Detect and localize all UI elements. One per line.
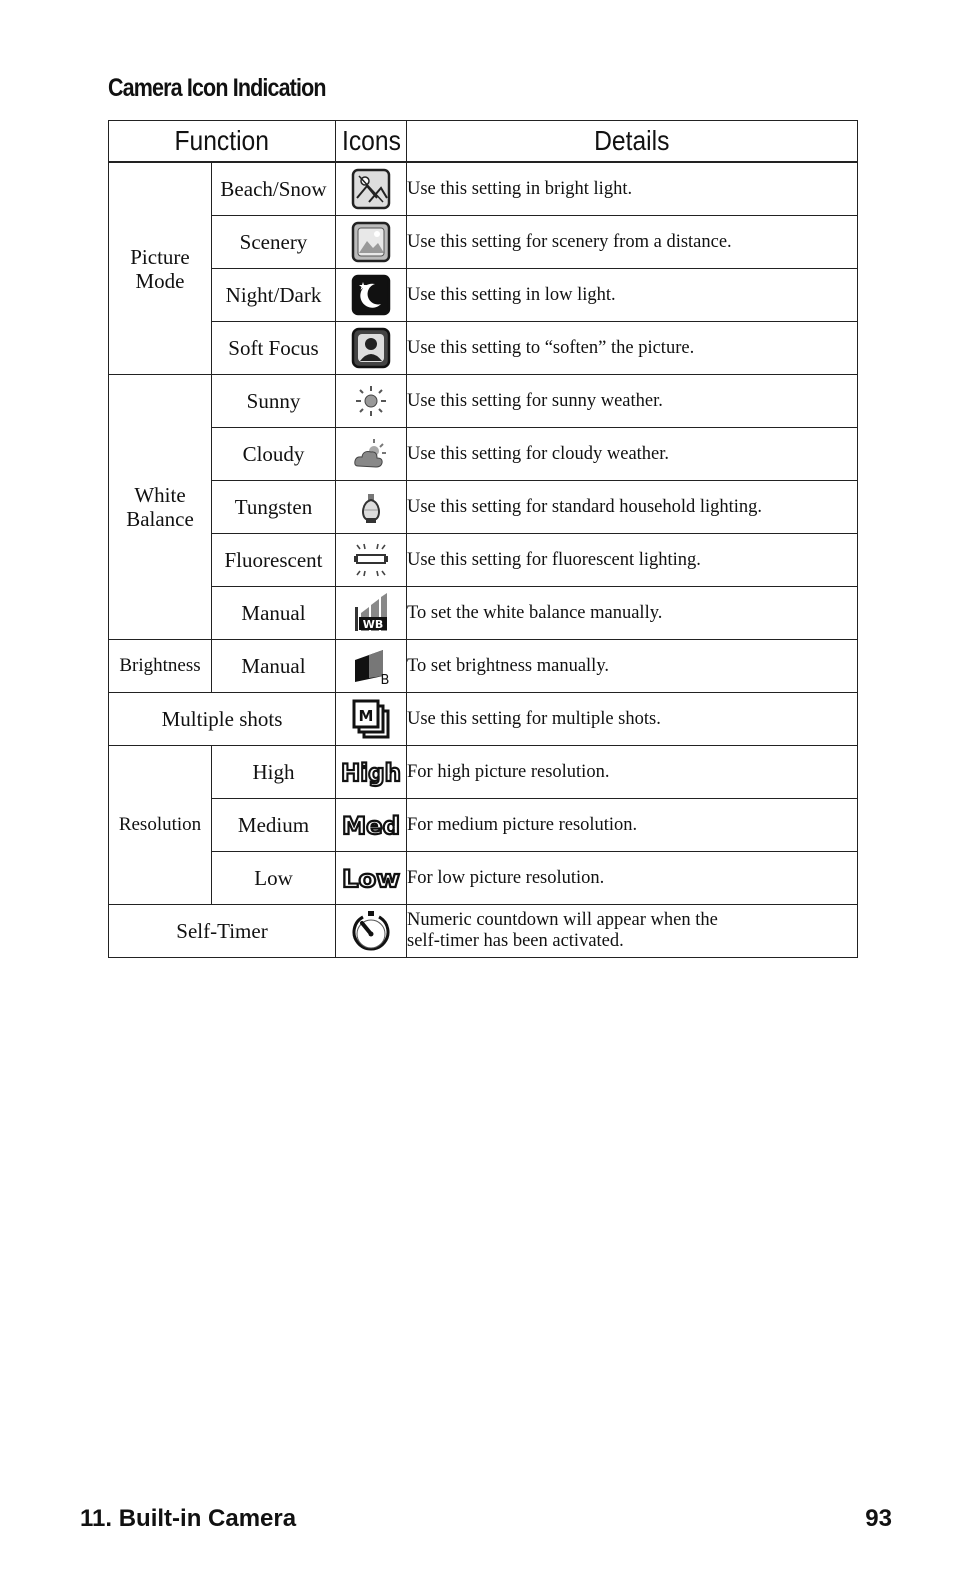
table-row xyxy=(109,428,858,481)
brightness-manual-icon xyxy=(351,646,391,686)
header-function: Function xyxy=(109,121,336,163)
table-header-row xyxy=(109,121,858,163)
details-cell: Use this setting for scenery from a distance. xyxy=(407,216,858,269)
group-multiple-shots: Multiple shots xyxy=(109,693,336,746)
sun-icon xyxy=(353,383,389,419)
table-row xyxy=(109,693,858,746)
function-cell: Medium xyxy=(212,799,336,852)
group-self-timer: Self-Timer xyxy=(109,905,336,958)
cloud-icon xyxy=(352,436,390,472)
table-row xyxy=(109,852,858,905)
details-cell: Use this setting to “soften” the picture. xyxy=(407,322,858,375)
fluorescent-icon xyxy=(351,541,391,579)
white-balance-manual-icon xyxy=(351,593,391,633)
page-title: Camera Icon Indication xyxy=(108,74,326,102)
footer-chapter: 11. Built-in Camera xyxy=(80,1505,297,1532)
svg-text:WB: WB xyxy=(362,618,384,631)
details-line: self-timer has been activated. xyxy=(407,931,624,951)
details-line: Numeric countdown will appear when the xyxy=(407,910,718,930)
function-cell: Low xyxy=(212,852,336,905)
function-cell: Scenery xyxy=(212,216,336,269)
group-white-balance: White Balance xyxy=(109,375,212,640)
group-picture-mode: Picture Mode xyxy=(109,162,212,375)
header-icons: Icons xyxy=(336,121,407,163)
table-row xyxy=(109,269,858,322)
table-row xyxy=(109,322,858,375)
portrait-icon xyxy=(351,327,391,369)
table-row xyxy=(109,640,858,693)
beach-snow-icon xyxy=(351,168,391,210)
svg-text:Low: Low xyxy=(342,865,400,893)
details-cell: Use this setting for standard household lighting. xyxy=(407,481,858,534)
function-cell: Night/Dark xyxy=(212,269,336,322)
svg-text:High: High xyxy=(341,759,401,787)
function-cell: Manual xyxy=(212,640,336,693)
group-resolution: Resolution xyxy=(109,746,212,905)
details-cell: Use this setting for fluorescent lighting. xyxy=(407,534,858,587)
details-cell xyxy=(407,905,858,958)
details-cell: For medium picture resolution. xyxy=(407,799,858,852)
light-bulb-icon xyxy=(353,488,389,526)
function-cell: Sunny xyxy=(212,375,336,428)
night-moon-icon xyxy=(351,274,391,316)
details-cell: Use this setting for sunny weather. xyxy=(407,375,858,428)
function-cell: High xyxy=(212,746,336,799)
scenery-icon xyxy=(351,221,391,263)
details-cell: For high picture resolution. xyxy=(407,746,858,799)
details-cell: Use this setting in low light. xyxy=(407,269,858,322)
table-row xyxy=(109,162,858,216)
table-row xyxy=(109,746,858,799)
function-cell: Manual xyxy=(212,587,336,640)
header-details: Details xyxy=(407,121,858,163)
function-cell: Soft Focus xyxy=(212,322,336,375)
table-row xyxy=(109,799,858,852)
details-cell: Use this setting for cloudy weather. xyxy=(407,428,858,481)
details-cell: To set the white balance manually. xyxy=(407,587,858,640)
table-row xyxy=(109,587,858,640)
table-row xyxy=(109,481,858,534)
table-row xyxy=(109,375,858,428)
table-row xyxy=(109,905,858,958)
function-cell: Fluorescent xyxy=(212,534,336,587)
details-cell: To set brightness manually. xyxy=(407,640,858,693)
high-resolution-icon xyxy=(339,755,403,789)
function-cell: Cloudy xyxy=(212,428,336,481)
medium-resolution-icon xyxy=(340,808,402,842)
low-resolution-icon xyxy=(340,861,402,895)
details-cell: Use this setting in bright light. xyxy=(407,162,858,216)
svg-text:B: B xyxy=(380,673,390,686)
multiple-shots-icon xyxy=(350,697,392,741)
self-timer-icon xyxy=(351,909,391,953)
group-brightness: Brightness xyxy=(109,640,212,693)
details-cell: For low picture resolution. xyxy=(407,852,858,905)
function-cell: Tungsten xyxy=(212,481,336,534)
details-cell: Use this setting for multiple shots. xyxy=(407,693,858,746)
svg-text:Med: Med xyxy=(342,812,400,840)
camera-icon-table xyxy=(108,120,858,958)
table-row xyxy=(109,216,858,269)
page-number: 93 xyxy=(865,1505,892,1532)
svg-text:M: M xyxy=(358,707,374,725)
function-cell: Beach/Snow xyxy=(212,162,336,216)
table-row xyxy=(109,534,858,587)
